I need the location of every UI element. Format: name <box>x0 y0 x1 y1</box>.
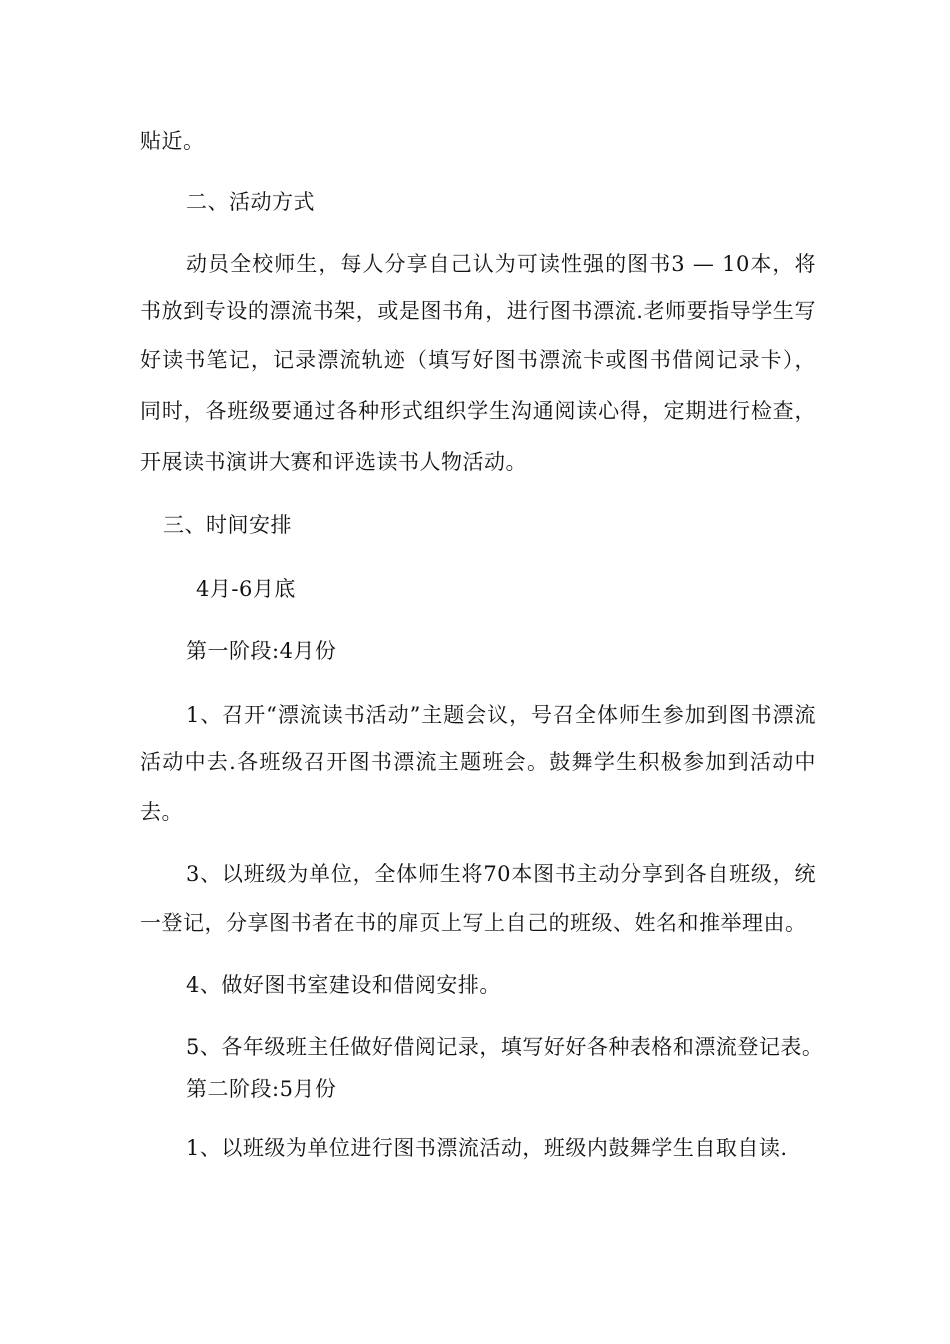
list-item-5: 5、各年级班主任做好借阅记录，填写好好各种表格和漂流登记表。 <box>186 1035 824 1059</box>
list-item-3-line: 3、以班级为单位，全体师生将70本图书主动分享到各自班级，统 <box>186 862 816 886</box>
list-item-1-line: 活动中去.各班级召开图书漂流主题班会。鼓舞学生积极参加到活动中 <box>140 750 816 774</box>
phase-2-item-1: 1、以班级为单位进行图书漂流活动，班级内鼓舞学生自取自读. <box>186 1136 788 1160</box>
paragraph-continuation: 贴近。 <box>140 129 205 153</box>
list-item-4: 4、做好图书室建设和借阅安排。 <box>186 973 501 997</box>
phase-heading-1: 第一阶段:4月份 <box>186 639 337 663</box>
list-item-1-line: 去。 <box>140 800 183 824</box>
phase-heading-2: 第二阶段:5月份 <box>186 1077 337 1101</box>
paragraph-line: 动员全校师生，每人分享自己认为可读性强的图书3 — 10本，将 <box>186 252 816 276</box>
section-heading-activity-method: 二、活动方式 <box>186 190 315 214</box>
list-item-1-line: 1、召开“漂流读书活动”主题会议，号召全体师生参加到图书漂流 <box>186 703 816 727</box>
list-item-3-line: 一登记，分享图书者在书的扉页上写上自己的班级、姓名和推举理由。 <box>140 911 807 935</box>
paragraph-line: 同时，各班级要通过各种形式组织学生沟通阅读心得，定期进行检查， <box>140 399 816 423</box>
schedule-range: 4月-6月底 <box>196 577 296 601</box>
paragraph-line: 好读书笔记，记录漂流轨迹（填写好图书漂流卡或图书借阅记录卡）， <box>140 348 816 372</box>
paragraph-line: 书放到专设的漂流书架，或是图书角，进行图书漂流.老师要指导学生写 <box>140 299 816 323</box>
section-heading-schedule: 三、时间安排 <box>163 513 292 537</box>
paragraph-line: 开展读书演讲大赛和评选读书人物活动。 <box>140 450 527 474</box>
